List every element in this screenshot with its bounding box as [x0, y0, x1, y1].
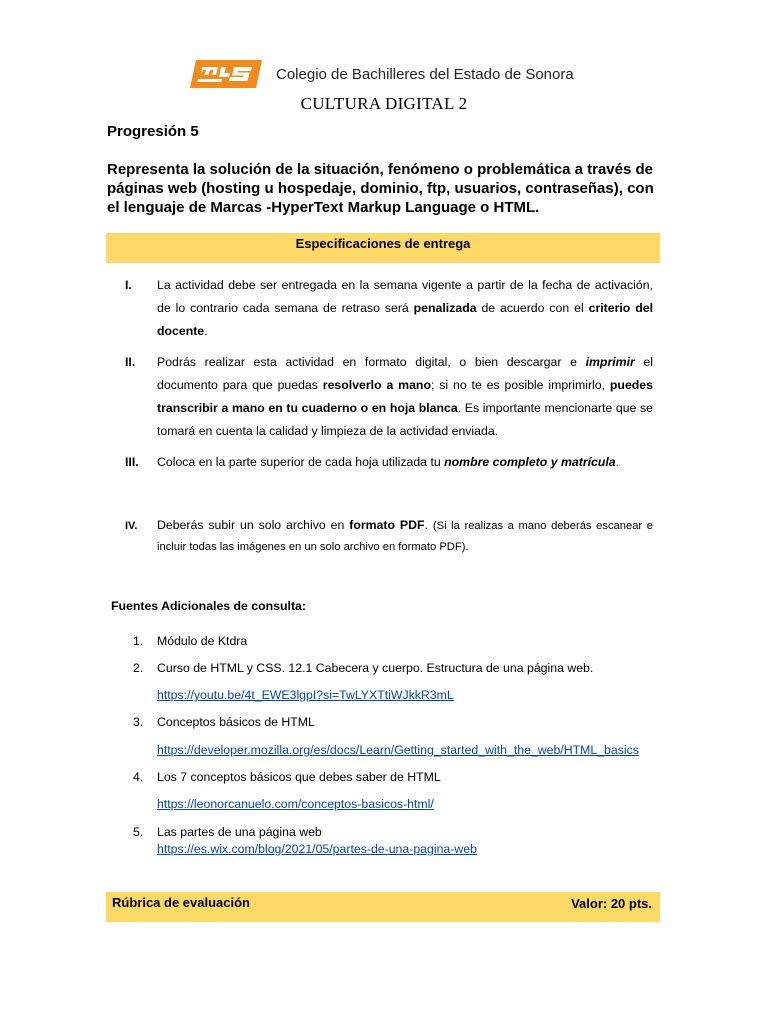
- rubric-value: Valor: 20 pts.: [571, 896, 652, 911]
- rubric-banner: [106, 892, 660, 922]
- spec-number: I.: [125, 278, 132, 292]
- spec-number: III.: [125, 455, 139, 469]
- spec-text: Podrás realizar esta actividad en formato digital, o bien descargar e imprimir el documento para que puedas resolverlo a mano; si no te es posible imprimirlo, puedes transcribir a mano en tu cuaderno o en hoja blanca. Es importante mencionarte que se tomará en cuenta la calidad y limpieza de la actividad enviada.: [157, 355, 654, 438]
- subject-title: CULTURA DIGITAL 2: [300, 94, 468, 113]
- source-link[interactable]: https://leonorcanuelo.com/conceptos-basicos-html/: [157, 797, 434, 811]
- school-name: Colegio de Bachilleres del Estado de Sonora: [276, 66, 574, 83]
- source-link[interactable]: https://es.wix.com/blog/2021/05/partes-de-una-pagina-web: [157, 842, 477, 856]
- spec-number: IV.: [125, 520, 138, 532]
- cobach-logo: [188, 58, 264, 90]
- progression-heading: Progresión 5: [107, 123, 199, 140]
- spec-text: La actividad debe ser entregada en la semana vigente a partir de la fecha de activación, de lo contrario cada semana de retraso será penalizada de acuerdo con el criterio del docente.: [157, 278, 653, 338]
- source-link[interactable]: https://developer.mozilla.org/es/docs/Learn/Getting_started_with_the_web/HTML_basics: [157, 743, 639, 757]
- source-link[interactable]: https://youtu.be/4t_EWE3lgpI?si=TwLYXTtiWJkkR3mL: [157, 688, 454, 702]
- rubric-label: Rúbrica de evaluación: [112, 895, 250, 910]
- sources-heading: Fuentes Adicionales de consulta:: [111, 599, 306, 613]
- spec-text: Coloca en la parte superior de cada hoja utilizada tu nombre completo y matrícula.: [157, 455, 620, 469]
- specifications-banner: [106, 233, 660, 263]
- spec-number: II.: [125, 355, 136, 369]
- document-header: [0, 58, 768, 128]
- progression-statement: Representa la solución de la situación, fenómeno o problemática a través de páginas web (hosting u hospedaje, dominio, ftp, usuarios, contraseñas), con el lenguaje de Marcas -HyperText Markup Language o HTML.: [107, 161, 654, 216]
- spec-text: Deberás subir un solo archivo en formato PDF. (Si la realizas a mano deberás escanear e incluir todas las imágenes en un solo archivo en formato PDF).: [157, 518, 653, 553]
- specifications-title: Especificaciones de entrega: [295, 236, 471, 251]
